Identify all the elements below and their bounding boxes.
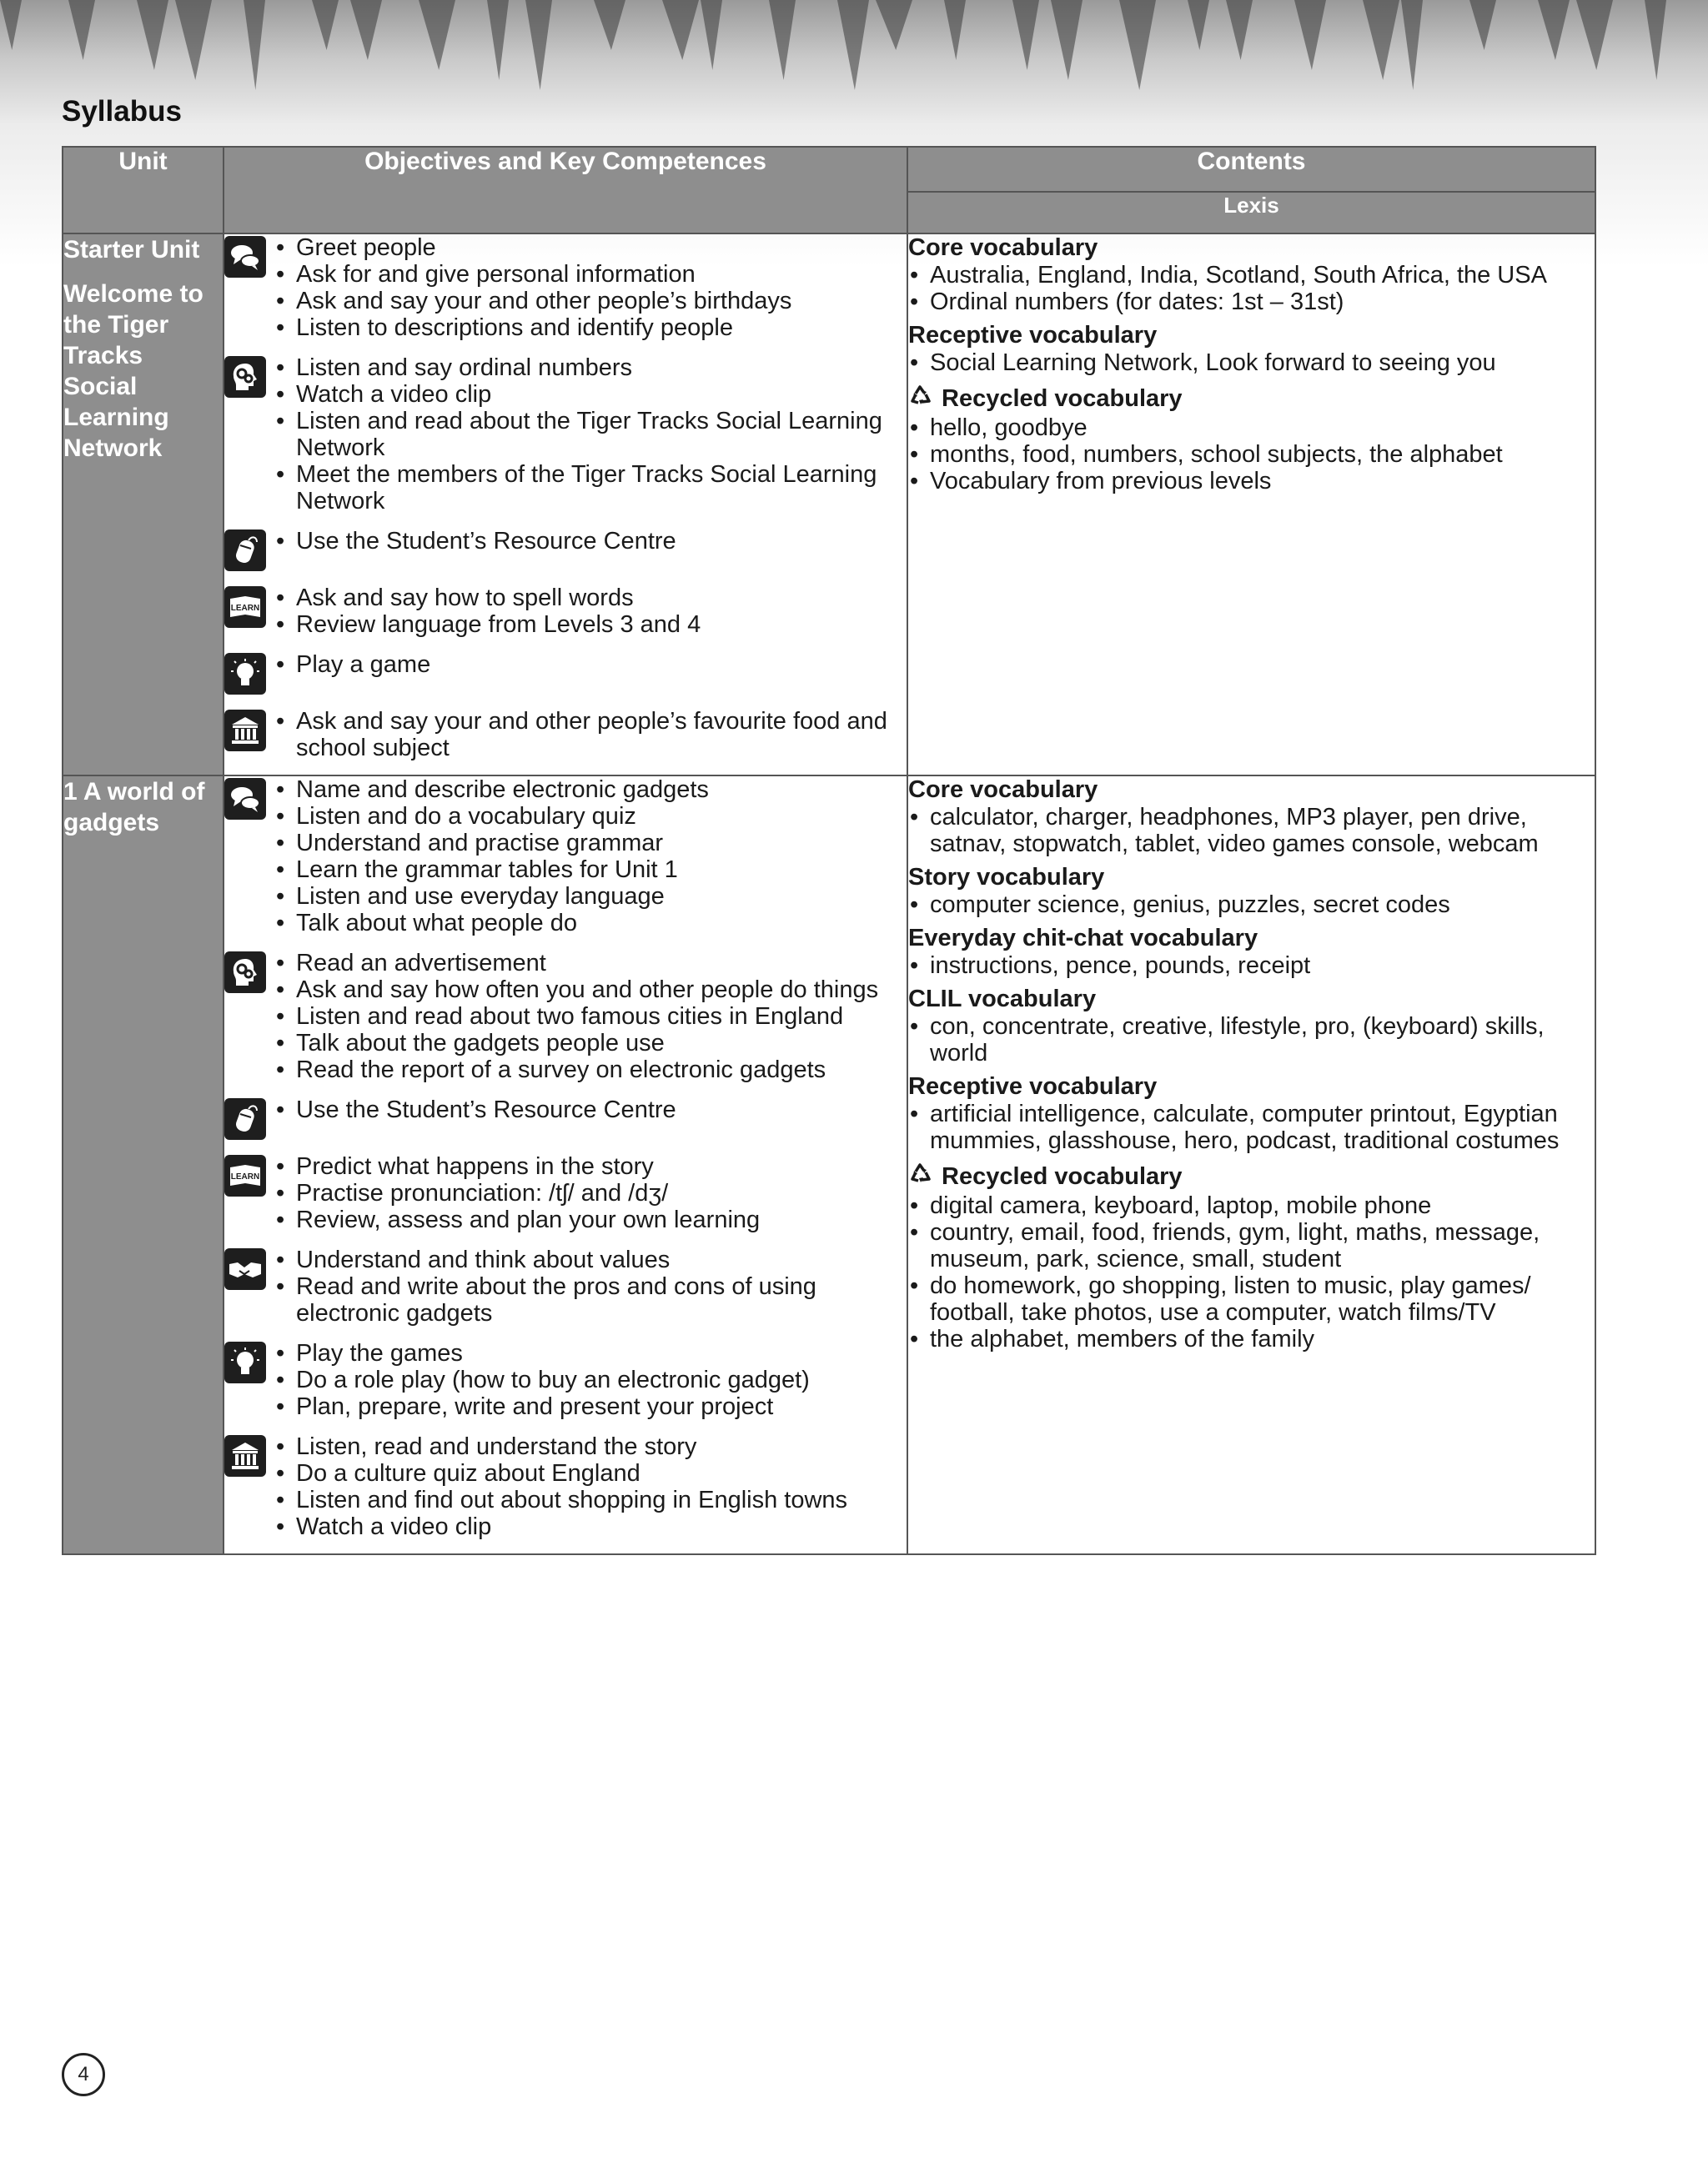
lexis-list (908, 349, 1595, 376)
objective-item: • Review, assess and plan your own learning (274, 1207, 907, 1233)
objectives-cell (224, 775, 907, 1554)
lexis-block (908, 925, 1595, 979)
page-title: Syllabus (62, 95, 182, 128)
lexis-block (908, 986, 1595, 1066)
objective-item: • Use the Student’s Resource Centre (274, 1097, 907, 1123)
svg-text:LEARN: LEARN (230, 604, 260, 613)
objective-group (224, 528, 907, 571)
lexis-heading-text: Core vocabulary (908, 234, 1098, 261)
header-unit: Unit (63, 147, 224, 233)
stripe-shape (68, 0, 95, 60)
objective-group (224, 234, 907, 341)
lexis-list (908, 1013, 1595, 1066)
lexis-item: • months, food, numbers, school subjects, the alphabet (908, 441, 1595, 468)
objective-item: • Listen and read about the Tiger Tracks Social Learning Network (274, 408, 907, 461)
lexis-item: • Australia, England, India, Scotland, South Africa, the USA (908, 262, 1595, 289)
museum-icon (224, 710, 266, 751)
mouse-icon (224, 1098, 266, 1140)
stripe-shape (1119, 0, 1156, 90)
objective-item: • Listen and say ordinal numbers (274, 354, 907, 381)
stripe-shape (1226, 0, 1253, 60)
objective-group (224, 1433, 907, 1540)
stripe-shape (0, 0, 22, 50)
unit-cell (63, 233, 224, 775)
lexis-block (908, 1073, 1595, 1154)
objective-item: • Listen and use everyday language (274, 883, 907, 910)
speech-bubbles-icon (224, 778, 266, 820)
objective-list (274, 1340, 907, 1420)
lexis-list (908, 804, 1595, 857)
stripe-shape (837, 0, 869, 90)
lexis-item: • artificial intelligence, calculate, computer printout, Egyptian mummies, glasshouse, hero, podcast, traditional costumes (908, 1101, 1595, 1154)
lexis-list (908, 414, 1595, 494)
unit-row (63, 233, 1595, 775)
objective-item: • Do a role play (how to buy an electronic gadget) (274, 1367, 907, 1393)
head-gears-icon (224, 356, 266, 398)
stripe-shape (525, 0, 552, 90)
objective-item: • Watch a video clip (274, 1513, 907, 1540)
objective-list (274, 1433, 907, 1540)
objective-item: • Ask and say your and other people’s favourite food and school subject (274, 708, 907, 761)
unit-row (63, 775, 1595, 1554)
stripe-shape (594, 0, 625, 50)
lexis-list (908, 952, 1595, 979)
lexis-heading (908, 383, 1595, 414)
objective-list (274, 1153, 907, 1233)
lexis-item: • do homework, go shopping, listen to music, play games/ football, take photos, use a computer, watch films/TV (908, 1272, 1595, 1326)
objective-item: • Predict what happens in the story (274, 1153, 907, 1180)
page-number: 4 (62, 2053, 105, 2096)
lexis-block (908, 322, 1595, 376)
stripe-shape (487, 0, 509, 80)
lexis-heading-text: Everyday chit-chat vocabulary (908, 925, 1258, 951)
lexis-item: • digital camera, keyboard, laptop, mobile phone (908, 1192, 1595, 1219)
header-objectives: Objectives and Key Competences (224, 147, 907, 233)
stripe-shape (419, 0, 455, 70)
objective-item: • Read the report of a survey on electronic gadgets (274, 1056, 907, 1083)
lexis-item: • instructions, pence, pounds, receipt (908, 952, 1595, 979)
objective-item: • Read and write about the pros and cons of using electronic gadgets (274, 1273, 907, 1327)
lexis-item: • the alphabet, members of the family (908, 1326, 1595, 1353)
stripe-shape (1576, 0, 1613, 70)
lexis-heading (908, 1161, 1595, 1192)
objective-item: • Play the games (274, 1340, 907, 1367)
stripe-shape (944, 0, 966, 60)
objective-list (274, 1097, 907, 1123)
objective-list (274, 354, 907, 514)
stripe-shape (662, 0, 699, 60)
lexis-heading (908, 864, 1595, 891)
stripe-shape (1188, 0, 1209, 50)
lexis-block (908, 1161, 1595, 1353)
objective-group (224, 651, 907, 695)
recycle-icon (908, 383, 933, 414)
objective-group (224, 585, 907, 638)
objective-item: • Listen and find out about shopping in English towns (274, 1487, 907, 1513)
objective-item: • Listen to descriptions and identify people (274, 314, 907, 341)
lightbulb-icon (224, 653, 266, 695)
svg-text:LEARN: LEARN (230, 1172, 260, 1182)
stripe-shape (312, 0, 339, 50)
stripe-shape (1012, 0, 1039, 70)
objective-item: • Listen and read about two famous cities in England (274, 1003, 907, 1030)
objective-item: • Understand and practise grammar (274, 830, 907, 856)
stripe-shape (876, 0, 912, 50)
stripe-shape (701, 0, 722, 70)
lexis-heading-text: Recycled vocabulary (942, 384, 1183, 412)
objectives-cell (224, 233, 907, 775)
recycle-icon (908, 1161, 933, 1192)
objective-item: • Name and describe electronic gadgets (274, 776, 907, 803)
objective-group (224, 1247, 907, 1327)
lexis-heading (908, 986, 1595, 1013)
stripe-shape (175, 0, 212, 80)
stripe-shape (1294, 0, 1326, 70)
objective-item: • Ask for and give personal information (274, 261, 907, 288)
objective-item: • Practise pronunciation: /tʃ/ and /dʒ/ (274, 1180, 907, 1207)
objective-list (274, 234, 907, 341)
lexis-item: • country, email, food, friends, gym, light, maths, message, museum, park, science, small, student (908, 1219, 1595, 1272)
objective-item: • Do a culture quiz about England (274, 1460, 907, 1487)
objective-item: • Talk about what people do (274, 910, 907, 936)
stripe-shape (1051, 0, 1083, 80)
lexis-list (908, 262, 1595, 315)
lightbulb-icon (224, 1342, 266, 1383)
unit-subtitle: Welcome to the Tiger Tracks Social Learning Network (63, 280, 203, 462)
objective-group (224, 776, 907, 936)
objective-item: • Ask and say how to spell words (274, 585, 907, 611)
lexis-heading (908, 234, 1595, 262)
stripe-shape (137, 0, 168, 70)
objective-item: • Learn the grammar tables for Unit 1 (274, 856, 907, 883)
objective-item: • Plan, prepare, write and present your project (274, 1393, 907, 1420)
learn-book-icon (224, 586, 266, 628)
learn-book-icon (224, 1155, 266, 1197)
objective-item: • Greet people (274, 234, 907, 261)
lexis-cell (907, 233, 1595, 775)
stripe-shape (1469, 0, 1496, 50)
lexis-heading (908, 322, 1595, 349)
objective-item: • Listen, read and understand the story (274, 1433, 907, 1460)
objective-group (224, 708, 907, 761)
lexis-heading-text: Recycled vocabulary (942, 1162, 1183, 1190)
objective-item: • Understand and think about values (274, 1247, 907, 1273)
objective-item: • Meet the members of the Tiger Tracks Social Learning Network (274, 461, 907, 514)
unit-cell (63, 775, 224, 1554)
lexis-item: • Social Learning Network, Look forward to seeing you (908, 349, 1595, 376)
objective-item: • Play a game (274, 651, 907, 678)
stripe-shape (350, 0, 382, 60)
lexis-block (908, 864, 1595, 918)
objective-item: • Use the Student’s Resource Centre (274, 528, 907, 555)
stripe-shape (1401, 0, 1423, 90)
lexis-item: • Ordinal numbers (for dates: 1st – 31st) (908, 289, 1595, 315)
header-contents: Contents (907, 147, 1595, 192)
speech-bubbles-icon (224, 236, 266, 278)
lexis-heading (908, 776, 1595, 804)
lexis-heading (908, 925, 1595, 952)
lexis-block (908, 383, 1595, 494)
lexis-heading-text: Receptive vocabulary (908, 322, 1158, 349)
objective-item: • Read an advertisement (274, 950, 907, 976)
objective-group (224, 354, 907, 514)
lexis-list (908, 891, 1595, 918)
unit-name: Starter Unit (63, 236, 200, 263)
lexis-block (908, 776, 1595, 857)
lexis-item: • hello, goodbye (908, 414, 1595, 441)
objective-item: • Talk about the gadgets people use (274, 1030, 907, 1056)
objective-list (274, 585, 907, 638)
lexis-block (908, 234, 1595, 315)
lexis-item: • computer science, genius, puzzles, secret codes (908, 891, 1595, 918)
head-gears-icon (224, 951, 266, 993)
lexis-cell (907, 775, 1595, 1554)
objective-item: • Ask and say how often you and other people do things (274, 976, 907, 1003)
objective-item: • Ask and say your and other people’s birthdays (274, 288, 907, 314)
objective-group (224, 950, 907, 1083)
tiger-stripes-decoration (0, 0, 1708, 100)
objective-item: • Listen and do a vocabulary quiz (274, 803, 907, 830)
lexis-heading-text: Story vocabulary (908, 864, 1105, 891)
lexis-item: • calculator, charger, headphones, MP3 player, pen drive, satnav, stopwatch, tablet, video games console, webcam (908, 804, 1595, 857)
objective-group (224, 1097, 907, 1140)
lexis-heading-text: Receptive vocabulary (908, 1073, 1158, 1100)
objective-item: • Watch a video clip (274, 381, 907, 408)
unit-name: 1 A world of gadgets (63, 778, 205, 836)
objective-list (274, 776, 907, 936)
lexis-heading (908, 1073, 1595, 1101)
header-lexis: Lexis (907, 192, 1595, 233)
objective-list (274, 1247, 907, 1327)
mouse-icon (224, 529, 266, 571)
objective-list (274, 708, 907, 761)
objective-list (274, 651, 907, 678)
lexis-heading-text: Core vocabulary (908, 776, 1098, 803)
museum-icon (224, 1435, 266, 1477)
objective-list (274, 950, 907, 1083)
objective-list (274, 528, 907, 555)
syllabus-table (62, 146, 1596, 1555)
lexis-item: • Vocabulary from previous levels (908, 468, 1595, 494)
objective-item: • Review language from Levels 3 and 4 (274, 611, 907, 638)
stripe-shape (1645, 0, 1666, 80)
stripe-shape (244, 0, 265, 90)
handshake-icon (224, 1248, 266, 1290)
lexis-heading-text: CLIL vocabulary (908, 986, 1097, 1012)
objective-group (224, 1340, 907, 1420)
lexis-list (908, 1101, 1595, 1154)
lexis-list (908, 1192, 1595, 1353)
objective-group (224, 1153, 907, 1233)
stripe-shape (769, 0, 796, 80)
stripe-shape (1538, 0, 1570, 60)
stripe-shape (1363, 0, 1399, 80)
lexis-item: • con, concentrate, creative, lifestyle, pro, (keyboard) skills, world (908, 1013, 1595, 1066)
